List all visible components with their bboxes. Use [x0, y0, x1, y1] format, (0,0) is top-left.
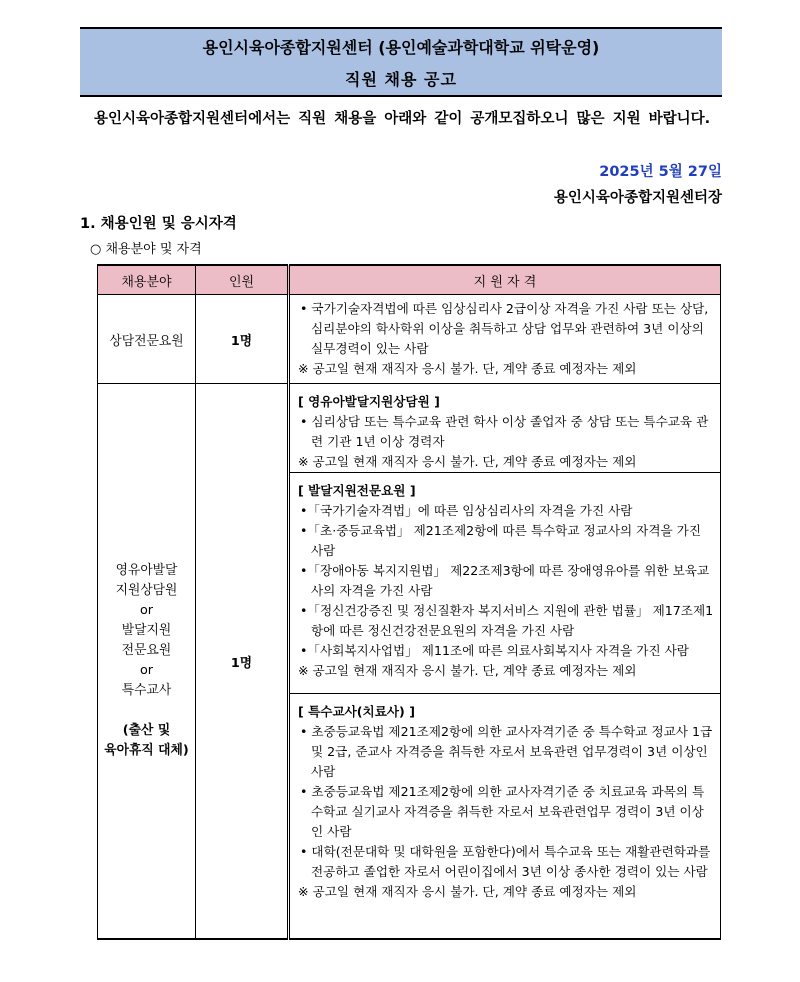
field-line: or — [139, 603, 154, 618]
document-subtitle: 직원 채용 공고 — [345, 70, 457, 89]
qualification-bullet: • 심리상담 또는 특수교육 관련 학사 이상 졸업자 중 상담 또는 특수교육 관련 기관 1년 이상 경력자 — [300, 414, 709, 449]
section-heading: 1. 채용인원 및 응시자격 — [80, 216, 237, 232]
field-line: 발달지원 — [121, 623, 172, 638]
field-line: 전문요원 — [121, 643, 172, 658]
qualification-bullet: • 초중등교육법 제21조제2항에 의한 교사자격기준 중 치료교육 과목의 특수학교 실기교사 자격증을 취득한 자로서 보육관련업무 경력이 3년 이상인 사람 — [300, 784, 705, 839]
field-line: 특수교사 — [121, 683, 172, 698]
section-subheading: ○ 채용분야 및 자격 — [90, 242, 202, 257]
qualification-bullet: •「장애아동 복지지원법」 제22조제3항에 따른 장애영유아를 위한 보육교사의 자격을 가진 사람 — [300, 563, 710, 598]
table-row — [98, 295, 721, 384]
field-line: (출산 및 — [122, 723, 171, 738]
field-line: or — [139, 663, 154, 678]
announcement-date: 2025년 5월 27일 — [599, 164, 722, 180]
qualification-note: ※ 공고일 현재 재직자 응시 불가. 단, 계약 종료 예정자는 제외 — [298, 361, 637, 376]
qualification-bullet: •「정신건강증진 및 정신질환자 복지서비스 지원에 관한 법률」 제17조제1항에 따른 정신건강전문요원의 자격을 가진 사람 — [300, 603, 714, 638]
field-cell: 상담전문요원 — [98, 295, 196, 384]
qualification-note: ※ 공고일 현재 재직자 응시 불가. 단, 계약 종료 예정자는 제외 — [298, 884, 637, 899]
count-cell: 1명 — [196, 384, 289, 940]
qualification-cell-multi — [289, 384, 721, 940]
table-header-row — [98, 265, 721, 295]
field-line: 영유아발달 — [115, 563, 178, 578]
field-cell-multi — [98, 384, 196, 940]
count-cell: 1명 — [196, 295, 289, 384]
intro-paragraph: 용인시육아종합지원센터에서는 직원 채용을 아래와 같이 공개모집하오니 많은 지원 바랍니다. — [94, 111, 711, 127]
qualification-bullet: •「사회복지사업법」 제11조에 따른 의료사회복지사 자격을 가진 사람 — [300, 643, 689, 658]
field-line: 지원상담원 — [115, 583, 178, 598]
header-count: 인원 — [196, 265, 289, 295]
qualification-group — [290, 473, 720, 694]
qualification-bullet: • 국가기술자격법에 따른 임상심리사 2급이상 자격을 가진 사람 또는 상담, 심리분야의 학사학위 이상을 취득하고 상담 업무와 관련하여 3년 이상의 실무경력이 있는 사람 — [300, 301, 709, 356]
qualification-bullet: • 초중등교육법 제21조제2항에 의한 교사자격기준 중 특수학교 정교사 1급 및 2급, 준교사 자격증을 취득한 자로서 보육관련 업무경력이 3년 이상인 사람 — [300, 724, 713, 779]
qualification-group — [290, 694, 720, 938]
qualification-group — [290, 384, 720, 473]
qualification-note: ※ 공고일 현재 재직자 응시 불가. 단, 계약 종료 예정자는 제외 — [298, 663, 637, 678]
qualification-bullet: •「국가기술자격법」에 따른 임상심리사의 자격을 가진 사람 — [300, 503, 633, 518]
field-line: 육아휴직 대체) — [104, 743, 189, 758]
qualification-cell — [289, 295, 721, 384]
header-field: 채용분야 — [98, 265, 196, 295]
table-row — [98, 384, 721, 940]
qualification-bullet: • 대학(전문대학 및 대학원을 포함한다)에서 특수교육 또는 재활관련학과를 전공하고 졸업한 자로서 어린이집에서 3년 이상 종사한 경력이 있는 사람 — [300, 844, 711, 879]
qualification-note: ※ 공고일 현재 재직자 응시 불가. 단, 계약 종료 예정자는 제외 — [298, 454, 637, 469]
group-title: [ 영유아발달지원상담원 ] — [298, 394, 440, 409]
qualification-bullet: •「초·중등교육법」 제21조제2항에 따른 특수학교 정교사의 자격을 가진 사람 — [300, 523, 701, 558]
issuer-name: 용인시육아종합지원센터장 — [553, 190, 722, 206]
document-title: 용인시육아종합지원센터 (용인예술과학대학교 위탁운영) — [202, 38, 600, 57]
recruitment-table — [97, 264, 721, 940]
group-title: [ 발달지원전문요원 ] — [298, 483, 416, 498]
header-qualification: 지 원 자 격 — [289, 265, 721, 295]
title-banner — [80, 27, 722, 97]
field-spacer — [98, 701, 195, 721]
group-title: [ 특수교사(치료사) ] — [298, 704, 415, 719]
